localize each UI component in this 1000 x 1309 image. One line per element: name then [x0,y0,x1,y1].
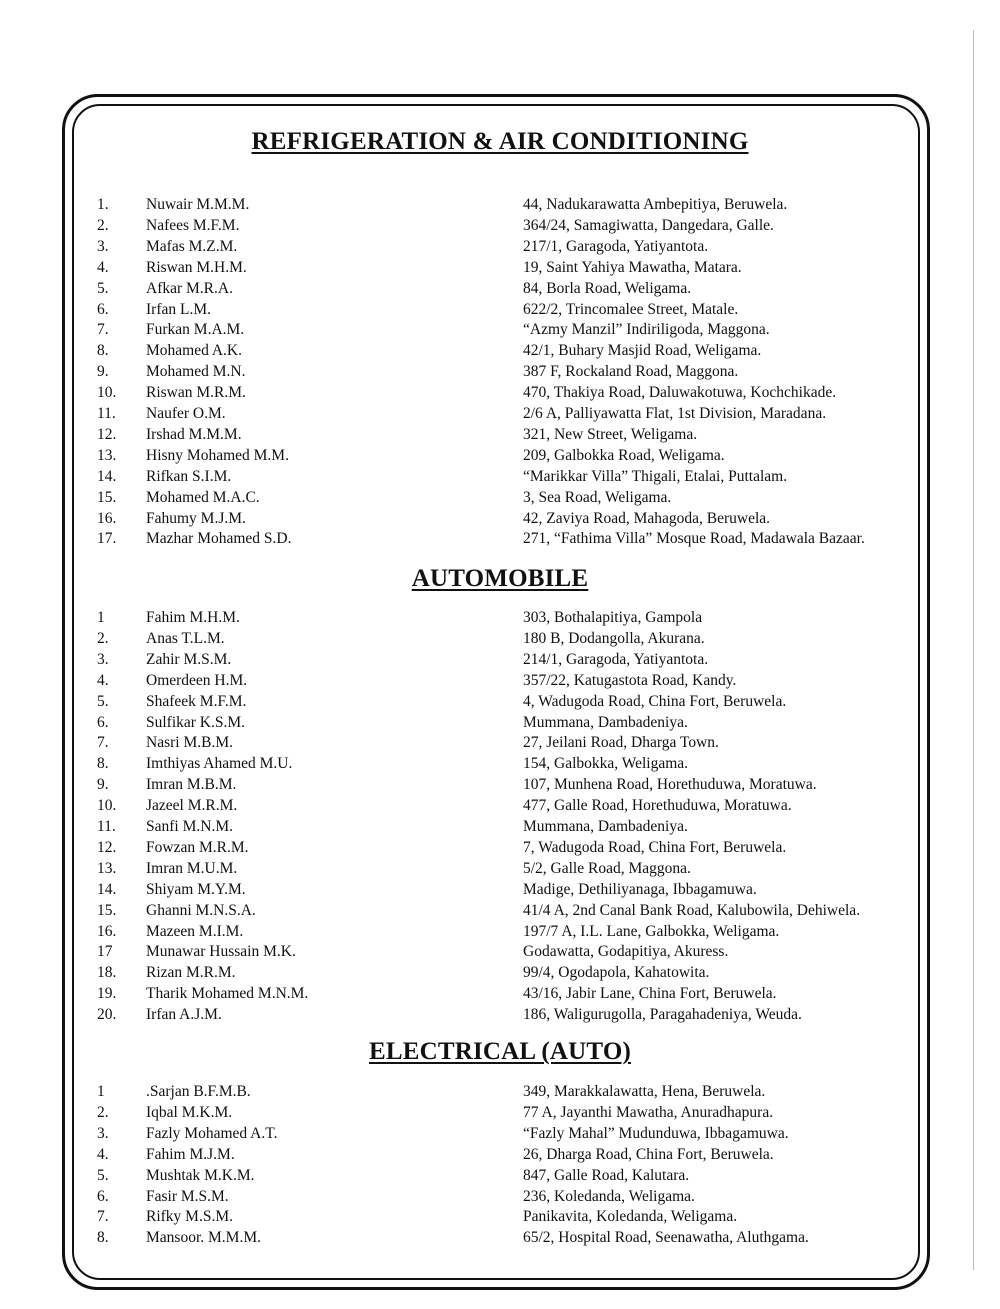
person-name: Nafees M.F.M. [146,216,240,234]
item-number: 12. [97,838,117,856]
person-address: 622/2, Trincomalee Street, Matale. [523,300,739,318]
person-address: 5/2, Galle Road, Maggona. [523,859,691,877]
item-number: 18. [97,964,117,982]
list-item [0,921,1000,942]
person-address: 99/4, Ogodapola, Kahatowita. [523,964,710,982]
item-number: 17 [97,943,113,961]
list-item [0,508,1000,529]
list-item [0,1081,1000,1102]
person-address: “Fazly Mahal” Mudunduwa, Ibbagamuwa. [523,1124,789,1142]
person-name: Fazly Mohamed A.T. [146,1124,278,1142]
person-name: Nuwair M.M.M. [146,196,250,213]
person-name: Mohamed M.N. [146,363,246,381]
person-address: “Marikkar Villa” Thigali, Etalai, Puttalam. [523,467,788,485]
person-name: Afkar M.R.A. [146,279,233,297]
list-item [0,774,1000,795]
person-address: 42, Zaviya Road, Mahagoda, Beruwela. [523,509,771,527]
person-address: 77 A, Jayanthi Mawatha, Anuradhapura. [523,1103,774,1121]
item-number: 12. [97,425,117,443]
person-name: Fowzan M.R.M. [146,838,249,856]
person-address: 364/24, Samagiwatta, Dangedara, Galle. [523,216,774,234]
person-name: Tharik Mohamed M.N.M. [146,985,309,1003]
item-number: 16. [97,922,117,940]
list-item [0,1123,1000,1144]
item-number: 7. [97,321,109,339]
person-name: Fasir M.S.M. [146,1187,229,1205]
person-address: 477, Galle Road, Horethuduwa, Moratuwa. [523,797,792,815]
person-address: 303, Bothalapitiya, Gampola [523,609,703,626]
person-name: Mohamed A.K. [146,342,243,360]
item-number: 9. [97,776,109,794]
list-item [0,215,1000,236]
person-name: Imran M.B.M. [146,776,237,794]
person-address: 7, Wadugoda Road, China Fort, Beruwela. [523,838,787,856]
item-number: 5. [97,279,109,297]
person-address: 19, Saint Yahiya Mawatha, Matara. [523,258,742,276]
person-address: Mummana, Dambadeniya. [523,713,688,731]
person-address: 27, Jeilani Road, Dharga Town. [523,734,719,752]
list-item [0,236,1000,257]
list-item [0,962,1000,983]
list-item [0,319,1000,340]
person-name: Iqbal M.K.M. [146,1103,233,1121]
person-address: 470, Thakiya Road, Daluwakotuwa, Kochchikade. [523,384,837,402]
list-item [0,361,1000,382]
list-item [0,1144,1000,1165]
list-item [0,1165,1000,1186]
person-address: 26, Dharga Road, China Fort, Beruwela. [523,1145,774,1163]
person-name: Mazeen M.I.M. [146,922,244,940]
person-name: Furkan M.A.M. [146,321,245,339]
person-name: Imthiyas Ahamed M.U. [146,755,293,773]
list-item [0,628,1000,649]
item-number: 10. [97,384,117,402]
item-number: 16. [97,509,117,527]
item-number: 6. [97,713,109,731]
item-number: 2. [97,216,109,234]
person-name: Irshad M.M.M. [146,425,242,443]
person-address: 107, Munhena Road, Horethuduwa, Moratuwa. [523,776,817,794]
person-address: 209, Galbokka Road, Weligama. [523,446,725,464]
list-item [0,445,1000,466]
item-number: 4. [97,671,109,689]
list-item [0,753,1000,774]
list-item [0,607,1000,628]
person-address: 197/7 A, I.L. Lane, Galbokka, Weligama. [523,922,780,940]
list-item [0,194,1000,215]
person-address: Panikavita, Koledanda, Weligama. [523,1208,738,1226]
list-item [0,466,1000,487]
item-number: 8. [97,342,109,360]
list-item [0,257,1000,278]
list-item [0,837,1000,858]
item-number: 2. [97,629,109,647]
item-number: 11. [97,818,116,835]
person-name: Irfan A.J.M. [146,1006,222,1024]
person-address: 214/1, Garagoda, Yatiyantota. [523,650,709,668]
list-item [0,403,1000,424]
person-address: Madige, Dethiliyanaga, Ibbagamuwa. [523,880,757,898]
item-number: 5. [97,692,109,710]
person-name: Fahim M.H.M. [146,609,240,626]
item-number: 15. [97,488,117,506]
item-number: 17. [97,530,117,548]
list-item [0,900,1000,921]
list-item [0,382,1000,403]
item-number: 7. [97,1208,109,1226]
person-name: Shafeek M.F.M. [146,692,247,710]
item-number: 20. [97,1006,117,1024]
person-name: Naufer O.M. [146,405,226,422]
person-address: 44, Nadukarawatta Ambepitiya, Beruwela. [523,196,788,213]
item-number: 1. [97,196,109,213]
person-address: 271, “Fathima Villa” Mosque Road, Madawala Bazaar. [523,530,865,548]
person-address: 3, Sea Road, Weligama. [523,488,672,506]
item-number: 13. [97,859,117,877]
item-number: 6. [97,1187,109,1205]
item-number: 3. [97,1124,109,1142]
person-name: .Sarjan B.F.M.B. [146,1083,251,1100]
section-heading-electrical-auto: ELECTRICAL (AUTO) [368,1038,632,1065]
person-name: Rifky M.S.M. [146,1208,233,1226]
item-number: 6. [97,300,109,318]
list-item [0,299,1000,320]
person-address: Godawatta, Godapitiya, Akuress. [523,943,729,961]
list-item [0,487,1000,508]
item-number: 4. [97,258,109,276]
person-address: 65/2, Hospital Road, Seenawatha, Aluthgama. [523,1229,809,1247]
person-name: Ghanni M.N.S.A. [146,901,256,919]
person-address: 2/6 A, Palliyawatta Flat, 1st Division, Maradana. [523,405,827,422]
item-number: 15. [97,901,117,919]
person-name: Riswan M.H.M. [146,258,247,276]
person-name: Sulfikar K.S.M. [146,713,246,731]
list-item [0,1186,1000,1207]
person-address: 321, New Street, Weligama. [523,425,698,443]
person-address: 41/4 A, 2nd Canal Bank Road, Kalubowila, Dehiwela. [523,901,861,919]
item-number: 8. [97,1229,109,1247]
list-item [0,649,1000,670]
item-number: 3. [97,650,109,668]
list-item [0,278,1000,299]
person-name: Rifkan S.I.M. [146,467,232,485]
item-number: 13. [97,446,117,464]
item-number: 14. [97,880,117,898]
item-number: 5. [97,1166,109,1184]
item-number: 10. [97,797,117,815]
person-address: 217/1, Garagoda, Yatiyantota. [523,237,709,255]
person-address: “Azmy Manzil” Indiriligoda, Maggona. [523,321,770,339]
list-item [0,941,1000,962]
section-heading-automobile: AUTOMOBILE [411,565,589,592]
list-item [0,1227,1000,1248]
person-address: 387 F, Rockaland Road, Maggona. [523,363,739,381]
item-number: 4. [97,1145,109,1163]
person-address: 84, Borla Road, Weligama. [523,279,692,297]
list-item [0,528,1000,549]
item-number: 3. [97,237,109,255]
list-item [0,670,1000,691]
person-address: 847, Galle Road, Kalutara. [523,1166,690,1184]
list-item [0,879,1000,900]
list-item [0,1206,1000,1227]
person-name: Mushtak M.K.M. [146,1166,255,1184]
person-name: Rizan M.R.M. [146,964,236,982]
person-address: 43/16, Jabir Lane, China Fort, Beruwela. [523,985,777,1003]
person-address: 180 B, Dodangolla, Akurana. [523,629,705,647]
person-address: 236, Koledanda, Weligama. [523,1187,695,1205]
section-heading-refrigeration: REFRIGERATION & AIR CONDITIONING [251,128,749,155]
person-name: Jazeel M.R.M. [146,797,238,815]
list-item [0,983,1000,1004]
person-name: Mazhar Mohamed S.D. [146,530,292,548]
item-number: 14. [97,467,117,485]
list-item [0,816,1000,837]
item-number: 9. [97,363,109,381]
person-name: Nasri M.B.M. [146,734,233,752]
list-item [0,858,1000,879]
person-name: Imran M.U.M. [146,859,238,877]
person-name: Mafas M.Z.M. [146,237,238,255]
person-address: 154, Galbokka, Weligama. [523,755,689,773]
person-name: Zahir M.S.M. [146,650,232,668]
list-item [0,795,1000,816]
item-number: 2. [97,1103,109,1121]
list-item [0,340,1000,361]
person-name: Riswan M.R.M. [146,384,246,402]
person-name: Fahim M.J.M. [146,1145,235,1163]
list-item [0,691,1000,712]
person-address: 42/1, Buhary Masjid Road, Weligama. [523,342,762,360]
person-name: Fahumy M.J.M. [146,509,246,527]
item-number: 1 [97,609,105,626]
person-name: Mohamed M.A.C. [146,488,260,506]
person-name: Sanfi M.N.M. [146,818,233,835]
item-number: 1 [97,1083,105,1100]
item-number: 8. [97,755,109,773]
person-name: Omerdeen H.M. [146,671,248,689]
item-number: 7. [97,734,109,752]
list-item [0,712,1000,733]
person-name: Shiyam M.Y.M. [146,880,246,898]
list-item [0,424,1000,445]
person-address: 357/22, Katugastota Road, Kandy. [523,671,737,689]
item-number: 19. [97,985,117,1003]
person-address: 186, Waligurugolla, Paragahadeniya, Weuda. [523,1006,802,1024]
list-item [0,1004,1000,1025]
person-name: Munawar Hussain M.K. [146,943,296,961]
item-number: 11. [97,405,116,422]
list-item [0,732,1000,753]
person-address: 4, Wadugoda Road, China Fort, Beruwela. [523,692,787,710]
person-address: Mummana, Dambadeniya. [523,818,688,835]
person-name: Hisny Mohamed M.M. [146,446,289,464]
person-address: 349, Marakkalawatta, Hena, Beruwela. [523,1083,766,1100]
person-name: Mansoor. M.M.M. [146,1229,261,1247]
list-item [0,1102,1000,1123]
person-name: Irfan L.M. [146,300,211,318]
person-name: Anas T.L.M. [146,629,225,647]
